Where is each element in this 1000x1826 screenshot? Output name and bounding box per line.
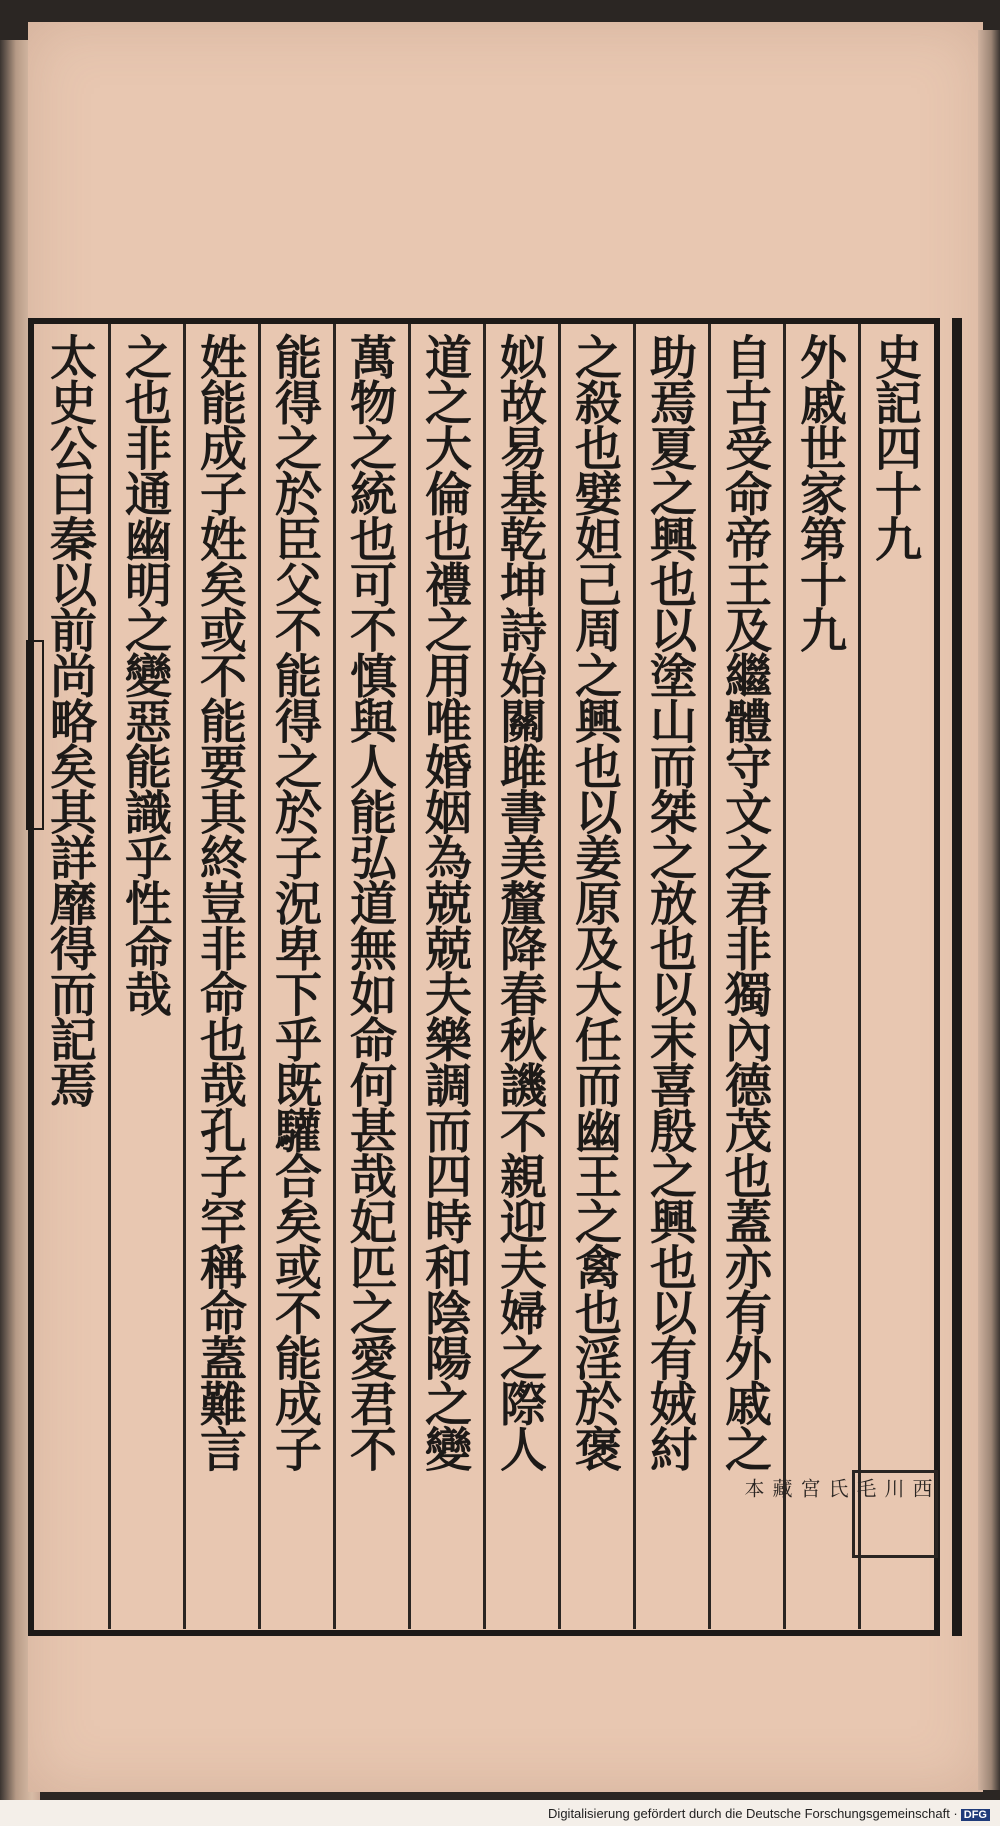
dfg-logo: DFG: [961, 1809, 990, 1821]
text-line: 太史公曰秦以前尚略矣其詳靡得而記焉: [42, 333, 97, 1107]
text-column: [633, 333, 705, 1623]
text-line: 道之大倫也禮之用唯婚姻為兢兢夫樂調而四時和陰陽之變: [417, 333, 472, 1471]
credit-text: Digitalisierung gefördert durch die Deutsche Forschungsgemeinschaft ·: [548, 1806, 958, 1821]
text-column: [408, 333, 480, 1623]
collector-seal: [741, 1470, 938, 1558]
text-line: 能得之於臣父不能得之於子況卑下乎既驩合矣或不能成子: [267, 333, 322, 1471]
text-line: 姓能成子姓矣或不能要其終豈非命也哉孔子罕稱命蓋難言: [192, 333, 247, 1471]
text-line: 助焉夏之興也以塗山而桀之放也以末喜殷之興也以有娀紂: [642, 333, 697, 1471]
text-column: [183, 333, 255, 1623]
text-column-title: [858, 333, 930, 1623]
chapter-title: 外戚世家第十九: [792, 333, 847, 652]
seal-text: 西川毛氏宮藏本: [741, 1477, 933, 1496]
footer-bar: [0, 1800, 1000, 1826]
text-line: 自古受命帝王及繼體守文之君非獨內德茂也蓋亦有外戚之: [717, 333, 772, 1471]
text-column: [708, 333, 780, 1623]
text-column: [33, 333, 105, 1623]
text-column-chapter: [783, 333, 855, 1623]
text-line: 之殺也嬖妲己周之興也以姜原及大任而幽王之禽也淫於褒: [567, 333, 622, 1471]
text-column: [258, 333, 330, 1623]
frame-right-border: [952, 318, 962, 1636]
text-line: 姒故易基乾坤詩始關雎書美釐降春秋譏不親迎夫婦之際人: [492, 333, 547, 1471]
text-line: 萬物之統也可不慎與人能弘道無如命何甚哉妃匹之愛君不: [342, 333, 397, 1471]
text-column: [558, 333, 630, 1623]
book-fore-edge: [978, 30, 1000, 1790]
text-line: 之也非通幽明之變惡能識乎性命哉: [117, 333, 172, 1016]
footer-credit: [548, 1806, 990, 1821]
book-title: 史記四十九: [867, 333, 922, 561]
text-column: [108, 333, 180, 1623]
text-column: [483, 333, 555, 1623]
text-column: [333, 333, 405, 1623]
